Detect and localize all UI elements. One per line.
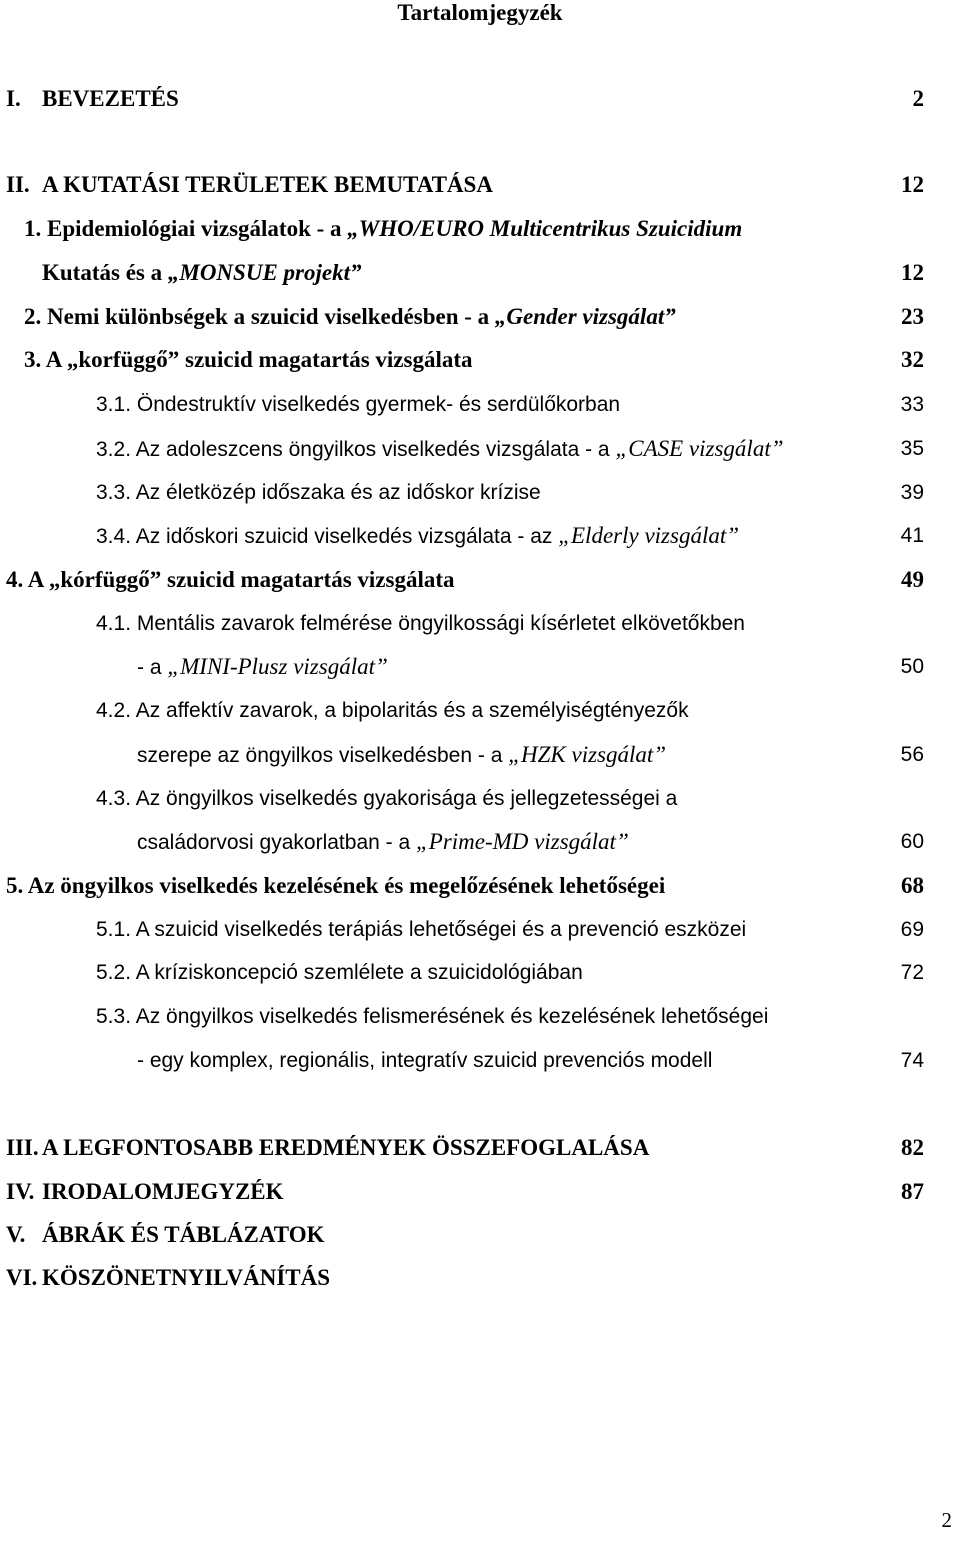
page-ref: 2 <box>912 86 924 111</box>
page-ref: 74 <box>900 1049 924 1072</box>
page-ref: 41 <box>900 524 924 547</box>
section-label: A LEGFONTOSABB EREDMÉNYEK ÖSSZEFOGLALÁSA <box>42 1135 650 1160</box>
entry-label: 3.3. Az életközép időszaka és az időskor krízise <box>96 481 541 504</box>
section-number: II. <box>6 172 30 197</box>
entry-label: 2. Nemi különbségek a szuicid viselkedésben - a <box>24 304 495 329</box>
entry-label: 3.1. Öndestruktív viselkedés gyermek- és serdülőkorban <box>96 393 621 416</box>
page-ref: 23 <box>901 304 924 329</box>
toc-entry-5-1[interactable] <box>0 915 960 945</box>
section-number: V. <box>6 1222 26 1247</box>
entry-label: családorvosi gyakorlatban - a <box>137 831 416 854</box>
toc-entry-4-3[interactable] <box>0 784 960 814</box>
toc-entry-5-3[interactable] <box>0 1002 960 1032</box>
page-ref: 32 <box>901 347 924 372</box>
entry-label: Kutatás és a <box>42 260 168 285</box>
section-label: BEVEZETÉS <box>42 86 179 111</box>
toc-entry-4-3-cont[interactable] <box>0 827 960 857</box>
toc-entry-3-3[interactable] <box>0 478 960 508</box>
entry-label: - egy komplex, regionális, integratív szuicid prevenciós modell <box>137 1049 713 1072</box>
entry-label-italic: „CASE vizsgálat” <box>615 436 784 461</box>
toc-section-3[interactable] <box>0 1133 960 1163</box>
toc-entry-2[interactable] <box>0 302 960 332</box>
toc-section-1[interactable] <box>0 84 960 114</box>
entry-label: 1. Epidemiológiai vizsgálatok - a <box>24 216 348 241</box>
toc-entry-4-2[interactable] <box>0 696 960 726</box>
page-ref: 39 <box>900 481 924 504</box>
page-ref: 35 <box>900 437 924 460</box>
entry-label: 4.2. Az affektív zavarok, a bipolaritás és a személyiségtényezők <box>96 699 689 722</box>
toc-entry-4-1[interactable] <box>0 609 960 639</box>
section-label: A KUTATÁSI TERÜLETEK BEMUTATÁSA <box>42 172 493 197</box>
section-number: III. <box>6 1135 39 1160</box>
page-ref: 49 <box>901 567 924 592</box>
toc-section-5[interactable] <box>0 1220 960 1250</box>
entry-label: 5. Az öngyilkos viselkedés kezelésének és megelőzésének lehetőségei <box>6 873 666 898</box>
page-ref: 12 <box>901 260 924 285</box>
toc-entry-4-1-cont[interactable] <box>0 652 960 682</box>
entry-label-italic: „Gender vizsgálat” <box>494 304 676 329</box>
entry-label: 4. A „kórfüggő” szuicid magatartás vizsgálata <box>6 567 455 592</box>
section-number: VI. <box>6 1265 38 1290</box>
toc-entry-5-2[interactable] <box>0 958 960 988</box>
toc-section-4[interactable] <box>0 1177 960 1207</box>
entry-label: 4.1. Mentális zavarok felmérése öngyilkossági kísérletet elkövetőkben <box>96 612 745 635</box>
toc-entry-3-2[interactable] <box>0 434 960 464</box>
page-ref: 72 <box>900 961 924 984</box>
entry-label: 5.1. A szuicid viselkedés terápiás lehetőségei és a prevenció eszközei <box>96 918 747 941</box>
entry-label-italic: „HZK vizsgálat” <box>508 742 667 767</box>
page-ref: 33 <box>900 393 924 416</box>
entry-label-italic: „MONSUE projekt” <box>167 260 362 285</box>
entry-label: 3.2. Az adoleszcens öngyilkos viselkedés vizsgálata - a <box>96 438 616 461</box>
toc-section-6[interactable] <box>0 1263 960 1293</box>
toc-entry-5[interactable] <box>0 871 960 901</box>
section-label: ÁBRÁK ÉS TÁBLÁZATOK <box>42 1222 325 1247</box>
page-ref: 12 <box>901 172 924 197</box>
toc-section-2[interactable] <box>0 170 960 200</box>
section-label: IRODALOMJEGYZÉK <box>42 1179 284 1204</box>
toc-entry-4[interactable] <box>0 565 960 595</box>
entry-label: 5.2. A kríziskoncepció szemlélete a szuicidológiában <box>96 961 583 984</box>
entry-label-italic: „WHO/EURO Multicentrikus Szuicidium <box>347 216 743 241</box>
entry-label: 3. A „korfüggő” szuicid magatartás vizsgálata <box>24 347 473 372</box>
page-ref: 50 <box>900 655 924 678</box>
page-ref: 60 <box>900 830 924 853</box>
entry-label-italic: „Prime-MD vizsgálat” <box>415 829 629 854</box>
section-label: KÖSZÖNETNYILVÁNÍTÁS <box>42 1265 331 1290</box>
entry-label: - a <box>137 656 168 679</box>
toc-entry-3[interactable] <box>0 345 960 375</box>
page-ref: 69 <box>900 918 924 941</box>
entry-label: 5.3. Az öngyilkos viselkedés felismerésének és kezelésének lehetőségei <box>96 1005 769 1028</box>
page-number: 2 <box>941 1508 952 1532</box>
page-ref: 87 <box>901 1179 924 1204</box>
toc-entry-1-cont[interactable] <box>0 258 960 288</box>
toc-entry-4-2-cont[interactable] <box>0 740 960 770</box>
entry-label: szerepe az öngyilkos viselkedésben - a <box>137 744 509 767</box>
page-title: Tartalomjegyzék <box>397 0 563 25</box>
toc-entry-3-1[interactable] <box>0 390 960 420</box>
entry-label: 3.4. Az időskori szuicid viselkedés vizsgálata - az <box>96 525 559 548</box>
entry-label: 4.3. Az öngyilkos viselkedés gyakorisága és jellegzetességei a <box>96 787 678 810</box>
page-ref: 56 <box>900 743 924 766</box>
page-ref: 82 <box>901 1135 924 1160</box>
section-number: I. <box>6 86 21 111</box>
toc-entry-1[interactable] <box>0 214 960 244</box>
toc-entry-3-4[interactable] <box>0 521 960 551</box>
entry-label-italic: „Elderly vizsgálat” <box>558 523 740 548</box>
entry-label-italic: „MINI-Plusz vizsgálat” <box>167 654 388 679</box>
page-ref: 68 <box>901 873 924 898</box>
section-number: IV. <box>6 1179 35 1204</box>
toc-entry-5-3-cont[interactable] <box>0 1046 960 1076</box>
